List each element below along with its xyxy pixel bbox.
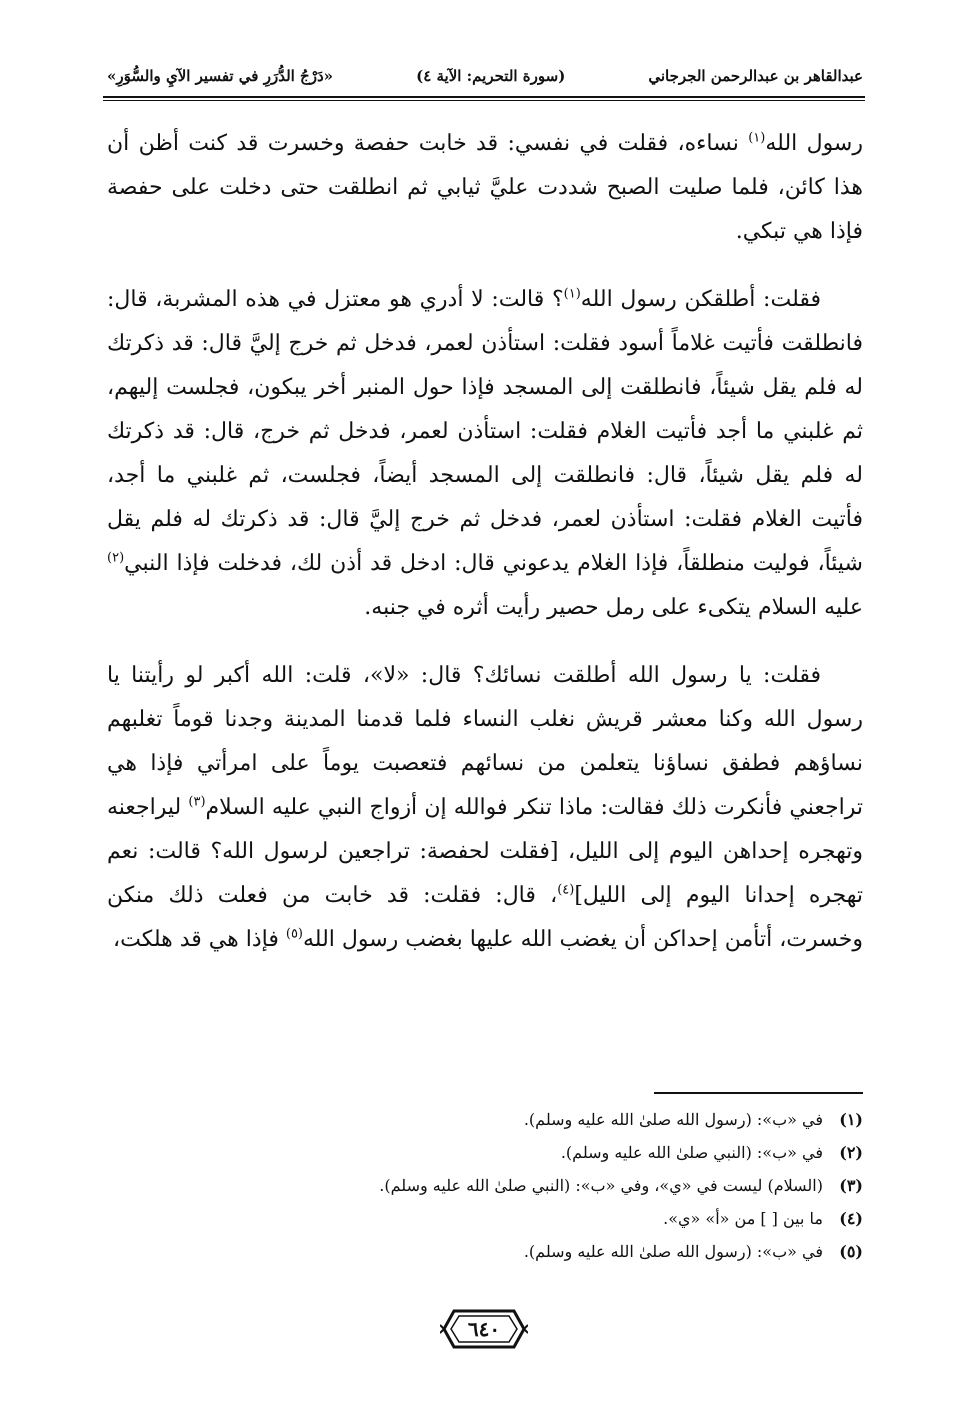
header-section: (سورة التحريم: الآية ٤) [416, 67, 566, 85]
header-rule-thin [103, 100, 865, 101]
footnote-text: ما بين [ ] من «أ» «ي». [663, 1209, 823, 1228]
footnote-text: (السلام) ليست في «ي»، وفي «ب»: (النبي صلىٰ الله عليه وسلم). [379, 1176, 823, 1195]
footnote-number: (٣) [839, 1176, 863, 1195]
paragraph-text: نساءه، فقلت في نفسي: قد خابت حفصة وخسرت قد كنت أظن أن هذا كائن، فلما صليت الصبح شددت عليَّ ثيابي ثم انطلقت حتى دخلت على حفصة فإذا هي تبكي. [107, 131, 863, 244]
footnote-number: (١) [839, 1110, 863, 1129]
footnote-item [107, 1202, 863, 1235]
header-book-title: «دَرْجُ الدُّرَرِ في تفسير الآيِ والسُّوَرِ» [107, 67, 334, 85]
footnote-rule [654, 1092, 863, 1094]
page-number: ٦٤٠ [467, 1317, 501, 1341]
footnotes [107, 1103, 863, 1268]
paragraph [107, 278, 863, 630]
header-author: عبدالقاهر بن عبدالرحمن الجرجاني [648, 67, 863, 85]
paragraph-text: ، قال: فقلت: قد خابت من فعلت ذلك منكن وخسرت، أتأمن إحداكن أن يغضب الله عليها بغضب رسول الله [107, 883, 863, 952]
paragraph [107, 654, 863, 962]
footnote-marker: (١) [748, 130, 766, 146]
footnote-item [107, 1169, 863, 1202]
paragraph-text: فقلت: يا رسول الله أطلقت نسائك؟ قال: «لا»، قلت: الله أكبر لو رأيتنا يا رسول الله وكنا معشر قريش نغلب النساء فلما قدمنا المدينة وجدنا قوماً تغلبهم نساؤهم فطفق نساؤنا يتعلمن من نسائهم فتعصبت يوماً على امرأتي فإذا هي تراجعني فأنكرت ذلك فقالت: ماذا تنكر فوالله إن أزواج النبي عليه السلام [107, 663, 863, 820]
body-text [107, 122, 863, 962]
paragraph-text: عليه السلام يتكىء على رمل حصير رأيت أثره في جنبه. [364, 595, 863, 620]
footnote-item [107, 1103, 863, 1136]
paragraph-gap [107, 254, 863, 278]
paragraph-gap [107, 630, 863, 654]
footnote-text: في «ب»: (النبي صلىٰ الله عليه وسلم). [560, 1143, 823, 1162]
footnote-marker: (٤) [557, 882, 575, 898]
footnote-number: (٤) [839, 1209, 863, 1228]
footnote-marker: (٥) [285, 926, 303, 942]
footnote-number: (٥) [839, 1242, 863, 1261]
header-rule [103, 96, 865, 98]
footnote-item [107, 1136, 863, 1169]
footnote-marker: (٣) [188, 794, 206, 810]
paragraph-text: ليراجعنه وتهجره إحداهن اليوم إلى الليل، [فقلت لحفصة: تراجعين لرسول الله؟ قالت: نعم تهجره إحدانا اليوم إلى الليل] [107, 795, 864, 908]
footnote-text: في «ب»: (رسول الله صلىٰ الله عليه وسلم). [523, 1110, 823, 1129]
paragraph [107, 122, 863, 254]
footnote-marker: (١) [563, 286, 581, 302]
paragraph-text: ؟ قالت: لا أدري هو معتزل في هذه المشربة، قال: فانطلقت فأتيت غلاماً أسود فقلت: استأذن لعمر، فدخل ثم خرج إليَّ قال: قد ذكرتك له فلم يقل شيئاً، فانطلقت إلى المسجد فإذا حول المنبر أخر يبكون، فجلست إليهم، ثم غلبني ما أجد فأتيت الغلام فقلت: استأذن لعمر، فدخل ثم خرج، قال: قد ذكرتك له فلم يقل شيئاً، قال: فانطلقت إلى المسجد أيضاً، فجلست، ثم غلبني ما أجد، فأتيت الغلام فقلت: استأذن لعمر، فدخل ثم خرج إليَّ قال: قد ذكرتك له فلم يقل شيئاً، فوليت منطلقاً، فإذا الغلام يدعوني قال: ادخل قد أذن لك، فدخلت فإذا النبي [107, 287, 863, 576]
footnote-text: في «ب»: (رسول الله صلىٰ الله عليه وسلم). [523, 1242, 823, 1261]
footnote-number: (٢) [839, 1143, 863, 1162]
paragraph-text: فإذا هي قد هلكت، [113, 927, 286, 952]
footnote-marker: (٢) [107, 550, 125, 566]
running-header [107, 62, 863, 90]
footnote-item [107, 1235, 863, 1268]
paragraph-text: فقلت: أطلقكن رسول الله [580, 287, 821, 312]
page-number-ornament [440, 1307, 528, 1351]
paragraph-text: رسول الله [765, 131, 863, 156]
